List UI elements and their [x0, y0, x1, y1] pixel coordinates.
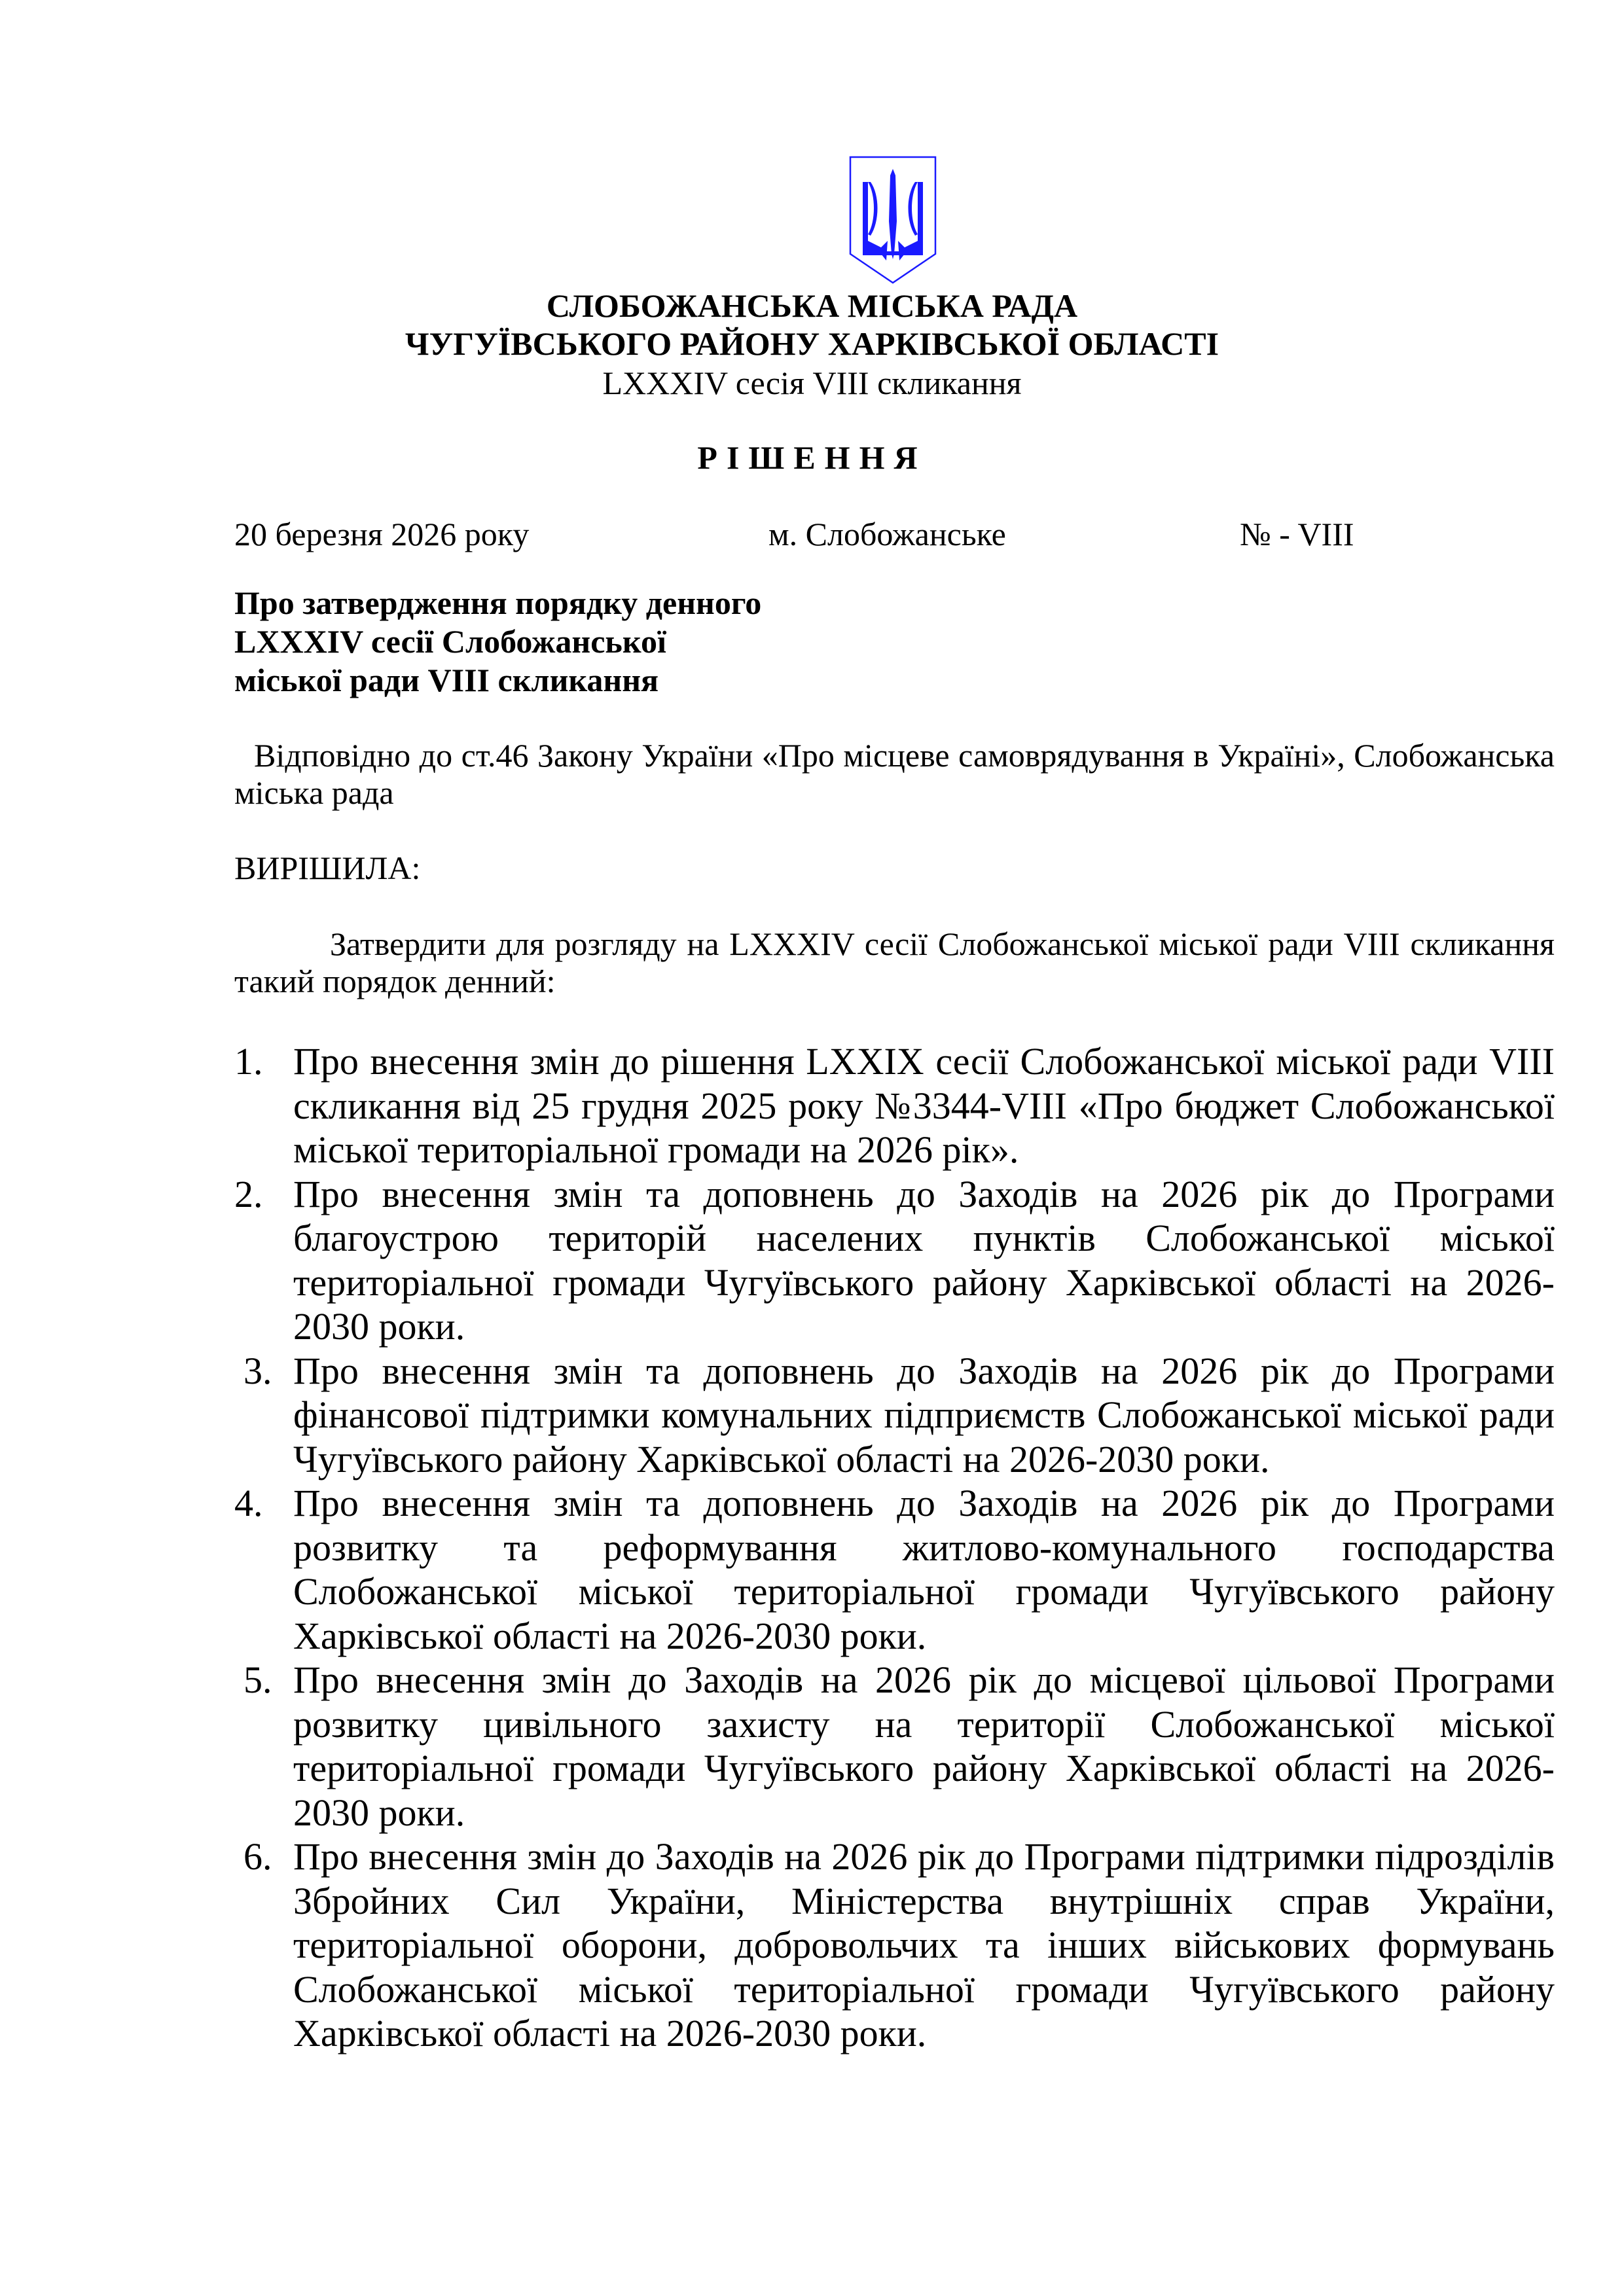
agenda-item-number: 4.: [234, 1482, 263, 1524]
org-name-line2: ЧУГУЇВСЬКОГО РАЙОНУ ХАРКІВСЬКОЇ ОБЛАСТІ: [405, 325, 1219, 362]
resolved-label: ВИРІШИЛА:: [234, 850, 421, 886]
agenda-list: [234, 1039, 1555, 2056]
agenda-item-text: Про внесення змін до Заходів на 2026 рік до місцевої цільової Програми розвитку цивільного захисту на території Слобожанської міської територіальної громади Чугуївського району Харківської області на 2026-2030 роки.: [293, 1659, 1555, 1834]
agenda-item-text: Про внесення змін та доповнень до Заходів на 2026 рік до Програми розвитку та реформування житлово-комунального господарства Слобожанської міської територіальної громади Чугуївського району Харківської області на 2026-2030 роки.: [293, 1482, 1555, 1657]
decision-title-line: міської ради VIII скликання: [234, 662, 659, 698]
decision-place: м. Слобожанське: [768, 516, 1006, 552]
agenda-item: [234, 1658, 1555, 1835]
decision-title-line: LXXXIV сесії Слобожанської: [234, 623, 666, 660]
org-name-line1: СЛОБОЖАНСЬКА МІСЬКА РАДА: [546, 287, 1078, 324]
agenda-item-number: 3.: [244, 1349, 272, 1392]
preamble-paragraph: Відповідно до ст.46 Закону України «Про місцеве самоврядування в Україні», Слобожанська міська рада: [234, 737, 1555, 811]
agenda-item-text: Про внесення змін до рішення LXXIX сесії Слобожанської міської ради VIII скликання від 25 грудня 2025 року №3344-VIII «Про бюджет Слобожанської міської територіальної громади на 2026 рік».: [293, 1040, 1555, 1171]
agenda-item: [234, 1835, 1555, 2056]
decision-number: № - VIII: [1240, 516, 1354, 552]
decision-title-line: Про затвердження порядку денного: [234, 584, 762, 621]
decision-date: 20 березня 2026 року: [234, 516, 530, 552]
intro-paragraph: Затвердити для розгляду на LXXXIV сесії Слобожанської міської ради VIII скликання такий порядок денний:: [234, 925, 1555, 999]
agenda-item-text: Про внесення змін до Заходів на 2026 рік до Програми підтримки підрозділів Збройних Сил України, Міністерства внутрішніх справ України, територіальної оборони, добровольчих та інших військових формувань Слобожанської міської територіальної громади Чугуївського району Харківської області на 2026-2030 роки.: [293, 1835, 1555, 2054]
agenda-item-number: 1.: [234, 1040, 263, 1083]
agenda-item-number: 5.: [244, 1659, 272, 1701]
agenda-item-text: Про внесення змін та доповнень до Заходів на 2026 рік до Програми фінансової підтримки комунальних підприємств Слобожанської міської ради Чугуївського району Харківської області на 2026-2030 роки.: [293, 1349, 1555, 1480]
document-type-heading: РІШЕННЯ: [697, 439, 927, 476]
coat-of-arms-emblem: [848, 156, 937, 284]
agenda-item-number: 2.: [234, 1172, 263, 1215]
agenda-item: [234, 1039, 1555, 1172]
agenda-item-text: Про внесення змін та доповнень до Заходів на 2026 рік до Програми благоустрою територій населених пунктів Слобожанської міської територіальної громади Чугуївського району Харківської області на 2026-2030 роки.: [293, 1172, 1555, 1348]
agenda-item-number: 6.: [244, 1835, 272, 1878]
session-line: LXXXIV сесія VIII скликання: [602, 365, 1022, 401]
agenda-item: [234, 1481, 1555, 1658]
agenda-item: [234, 1172, 1555, 1349]
agenda-item: [234, 1349, 1555, 1482]
